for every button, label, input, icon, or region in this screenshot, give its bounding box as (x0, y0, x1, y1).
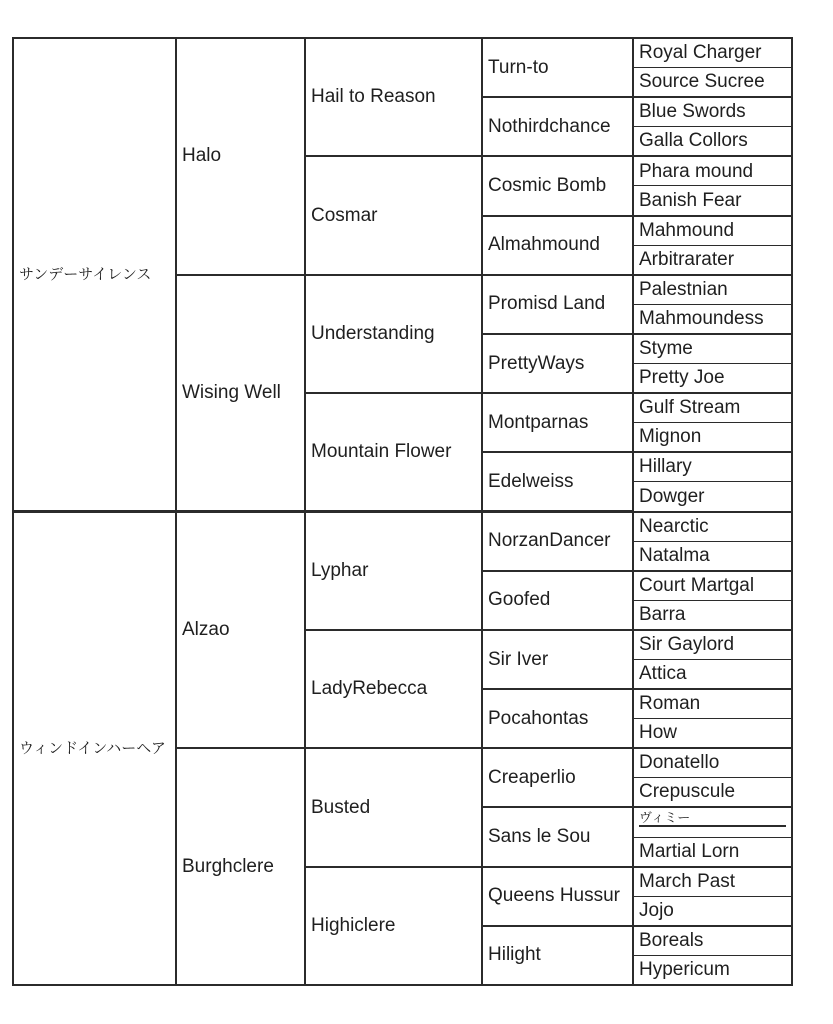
g1-cell: ウィンドインハーヘア (13, 512, 176, 986)
g5-cell: Mahmound (633, 216, 792, 246)
g5-cell: Donatello (633, 748, 792, 778)
g5-cell: Attica (633, 659, 792, 689)
g5-cell (633, 807, 792, 837)
g3-cell: Lyphar (305, 512, 482, 630)
g5-cell: Blue Swords (633, 97, 792, 127)
g5-cell: Hillary (633, 452, 792, 482)
g4-cell: Promisd Land (482, 275, 633, 334)
g5-cell: Source Sucree (633, 68, 792, 98)
g5-cell: March Past (633, 867, 792, 897)
pedigree-chart (12, 37, 793, 986)
g5-cell: Banish Fear (633, 186, 792, 216)
g3-cell: Mountain Flower (305, 393, 482, 511)
g4-cell: Pocahontas (482, 689, 633, 748)
g5-cell: Natalma (633, 541, 792, 571)
g5-cell: Galla Collors (633, 127, 792, 157)
g5-cell: Palestnian (633, 275, 792, 305)
g4-cell: Cosmic Bomb (482, 156, 633, 215)
g3-cell: Cosmar (305, 156, 482, 274)
g4-cell: Nothirdchance (482, 97, 633, 156)
g5-cell: Phara mound (633, 156, 792, 186)
g5-cell: Dowger (633, 482, 792, 512)
g4-cell: Sans le Sou (482, 807, 633, 866)
g3-cell: LadyRebecca (305, 630, 482, 748)
g5-cell: Sir Gaylord (633, 630, 792, 660)
g5-cell: Martial Lorn (633, 837, 792, 867)
g5-cell: Hypericum (633, 955, 792, 985)
g3-cell: Busted (305, 748, 482, 866)
g5-cell: Roman (633, 689, 792, 719)
g2-cell: Wising Well (176, 275, 305, 512)
g5-cell: Jojo (633, 896, 792, 926)
g2-cell: Burghclere (176, 748, 305, 985)
g1-cell: サンデーサイレンス (13, 38, 176, 512)
g5-cell: Court Martgal (633, 571, 792, 601)
g4-cell: Queens Hussur (482, 867, 633, 926)
g3-cell: Understanding (305, 275, 482, 393)
g4-cell: Montparnas (482, 393, 633, 452)
g5-cell: Styme (633, 334, 792, 364)
g4-cell: Creaperlio (482, 748, 633, 807)
g4-cell: Almahmound (482, 216, 633, 275)
g4-cell: NorzanDancer (482, 512, 633, 571)
g3-cell: Highiclere (305, 867, 482, 985)
g5-cell: Mignon (633, 423, 792, 453)
g4-cell: Turn-to (482, 38, 633, 97)
g5-cell: Royal Charger (633, 38, 792, 68)
g4-cell: Goofed (482, 571, 633, 630)
g5-cell: Mahmoundess (633, 304, 792, 334)
g4-cell: Sir Iver (482, 630, 633, 689)
g4-cell: Edelweiss (482, 452, 633, 511)
g5-cell: Nearctic (633, 512, 792, 542)
g5-cell: Pretty Joe (633, 364, 792, 394)
g5-cell: Boreals (633, 926, 792, 956)
pedigree-table (12, 37, 793, 986)
g5-cell: Barra (633, 600, 792, 630)
g5-cell: How (633, 719, 792, 749)
g3-cell: Hail to Reason (305, 38, 482, 156)
g2-cell: Alzao (176, 512, 305, 749)
g5-cell: Crepuscule (633, 778, 792, 808)
g4-cell: PrettyWays (482, 334, 633, 393)
g5-cell: Arbitrarater (633, 245, 792, 275)
g5-small-kana-label: ヴィミー (639, 810, 786, 827)
g5-cell: Gulf Stream (633, 393, 792, 423)
g2-cell: Halo (176, 38, 305, 275)
g4-cell: Hilight (482, 926, 633, 985)
